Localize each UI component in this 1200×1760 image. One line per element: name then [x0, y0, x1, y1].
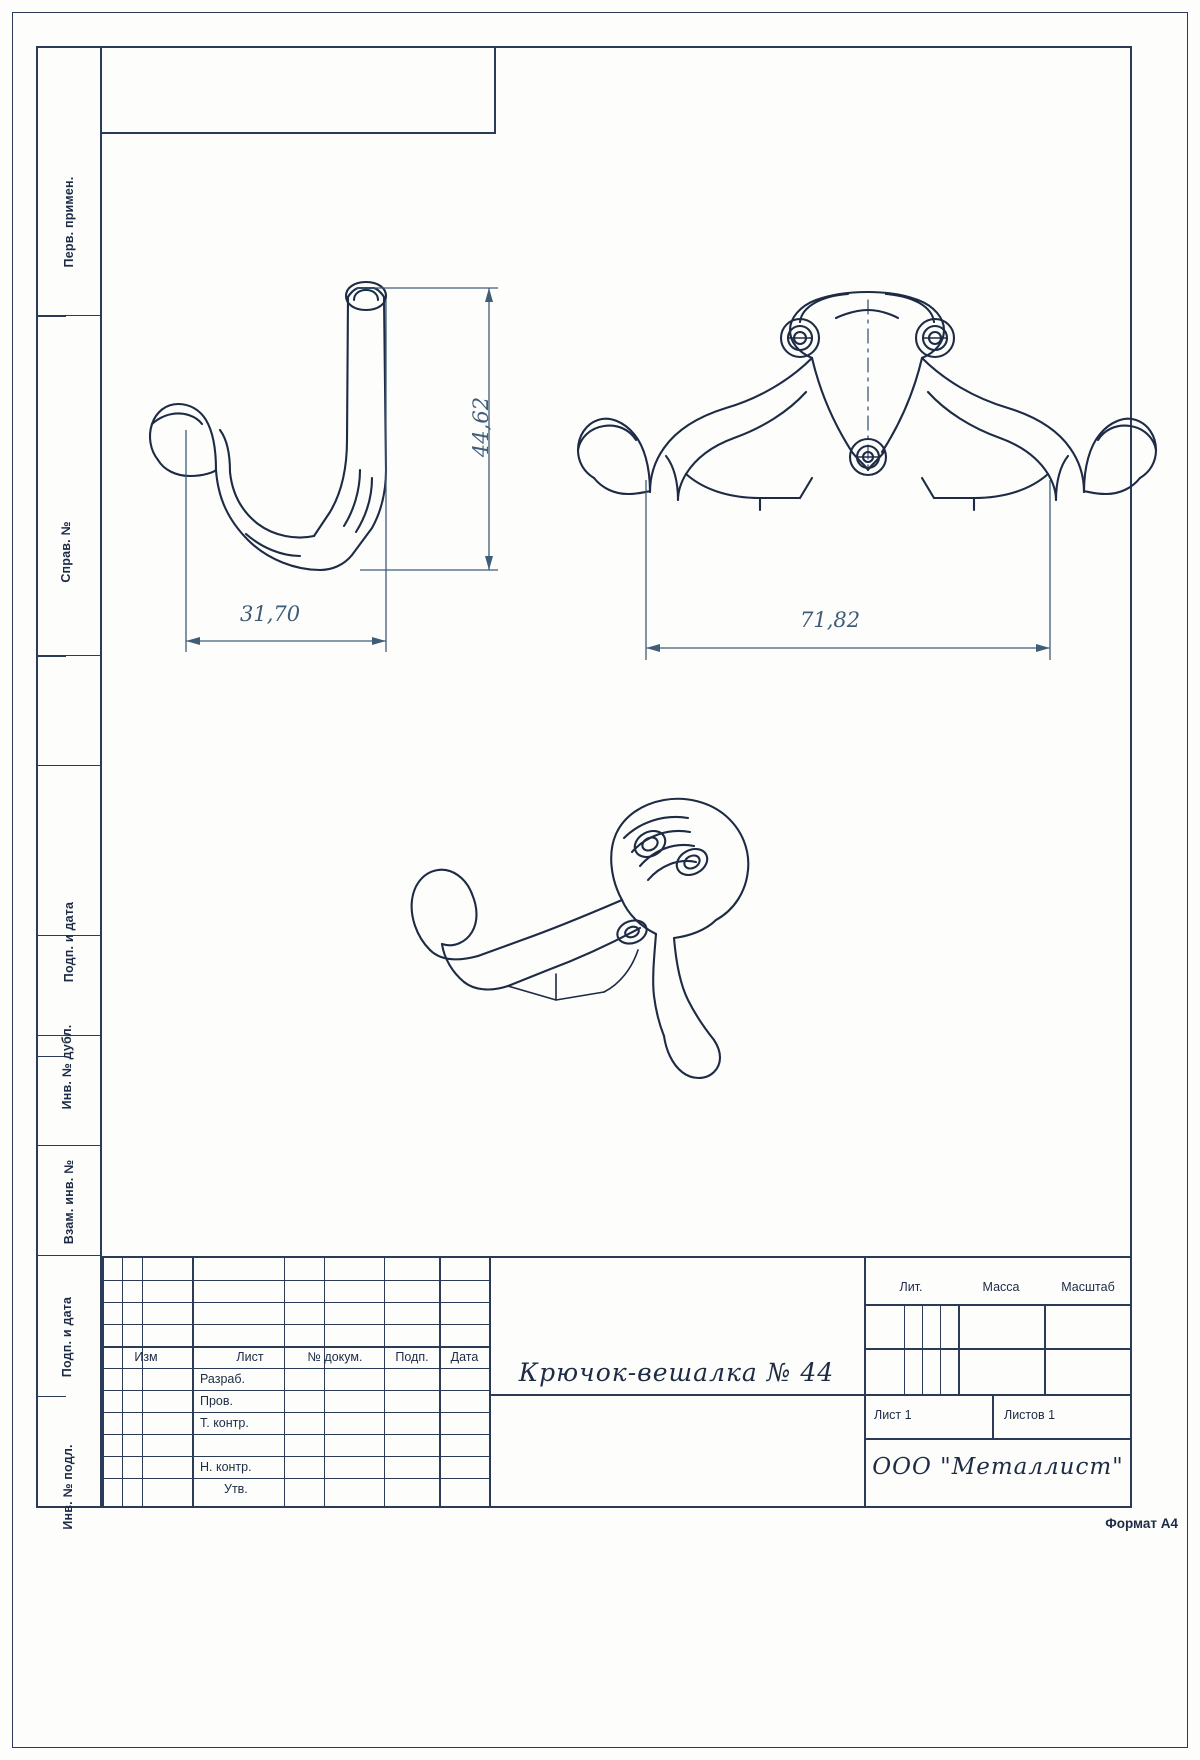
- margin-label-perv-primen: Перв. примен.: [62, 176, 76, 268]
- top-left-box: [102, 46, 496, 134]
- role-utv: Утв.: [224, 1482, 248, 1496]
- role-razrab: Разраб.: [200, 1372, 246, 1386]
- margin-label-sprav-no: Справ. №: [59, 521, 73, 583]
- column-podp: Подп.: [395, 1350, 429, 1364]
- field-scale: Масштаб: [1061, 1280, 1115, 1294]
- role-prov: Пров.: [200, 1394, 234, 1408]
- role-t-kontr: Т. контр.: [200, 1416, 249, 1430]
- company-name: ООО "Металлист": [872, 1454, 1124, 1480]
- dimension-height: 44,62: [469, 396, 493, 458]
- dimension-depth: 31,70: [240, 602, 301, 626]
- margin-label-vzam-inv: Взам. инв. №: [62, 1159, 76, 1245]
- column-data: Дата: [450, 1350, 479, 1364]
- field-literature: Лит.: [899, 1280, 923, 1294]
- role-n-kontr: Н. контр.: [200, 1460, 252, 1474]
- column-izm: Изм: [134, 1350, 158, 1364]
- margin-label-inv-podl: Инв. № подл.: [61, 1444, 75, 1530]
- title-block: [102, 1256, 1132, 1508]
- field-mass: Масса: [982, 1280, 1020, 1294]
- column-num-dokum: № докум.: [307, 1350, 363, 1364]
- part-name: Крючок-вешалка № 44: [518, 1358, 835, 1387]
- margin-label-podp-i-data-2: Подп. и дата: [60, 1296, 74, 1378]
- format-label: Формат А4: [1105, 1516, 1178, 1531]
- field-sheets: Листов 1: [1004, 1408, 1056, 1422]
- field-sheet: Лист 1: [874, 1408, 912, 1422]
- margin-label-inv-dubl: Инв. № дубл.: [60, 1024, 74, 1110]
- column-list: Лист: [236, 1350, 264, 1364]
- margin-label-podp-i-data-1: Подп. и дата: [62, 901, 76, 983]
- dimension-width: 71,82: [800, 608, 861, 632]
